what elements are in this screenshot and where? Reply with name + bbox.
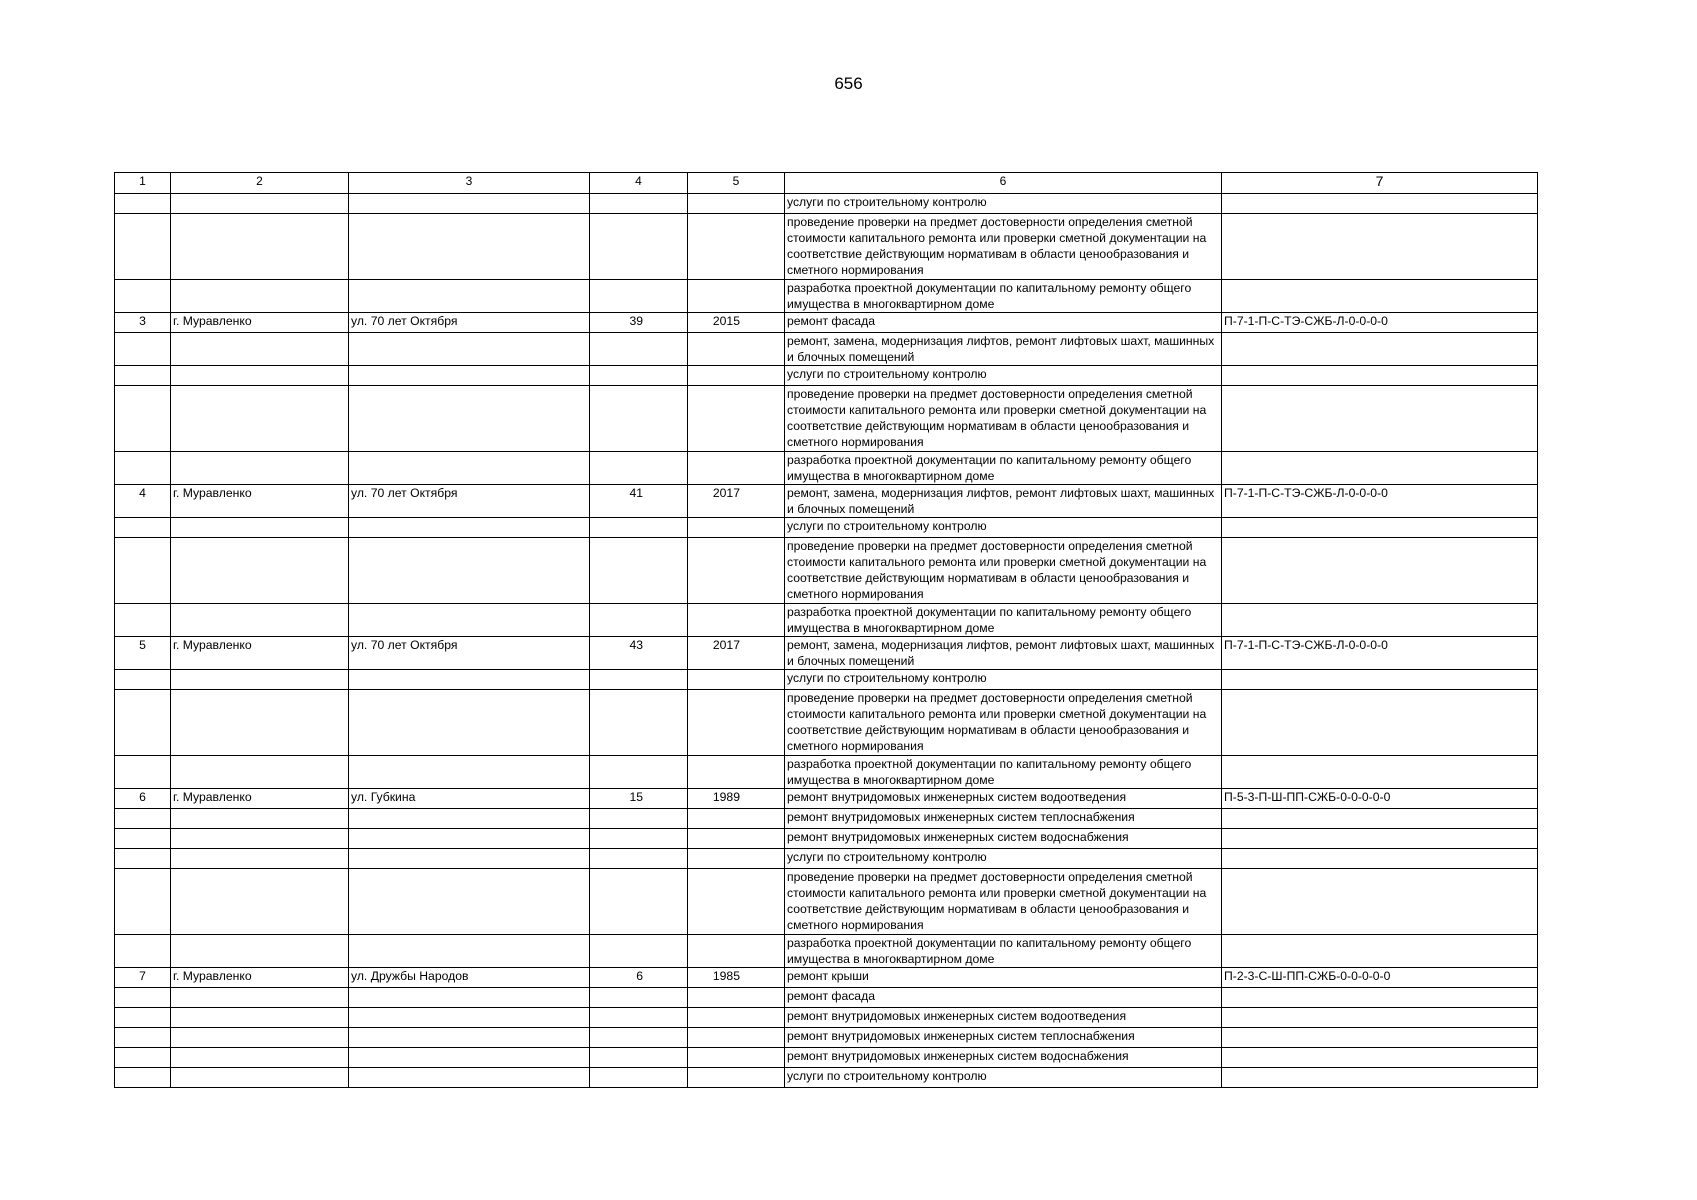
- cell-year: 2017: [688, 485, 785, 518]
- cell-number: [115, 214, 171, 280]
- cell-number: [115, 333, 171, 366]
- cell-year: [688, 333, 785, 366]
- cell-street: ул. Губкина: [349, 789, 590, 809]
- cell-year: [688, 214, 785, 280]
- cell-house: 43: [590, 637, 688, 670]
- cell-work-type: проведение проверки на предмет достоверности определения сметной стоимости капитального ремонта или проверки сметной документации на соответствие действующим нормативам в области ценообразования и сметного нормирования: [785, 386, 1222, 452]
- table-row: [115, 194, 1538, 214]
- capital-repair-table: [114, 172, 1538, 1088]
- cell-number: [115, 690, 171, 756]
- header-cell: 1: [115, 173, 171, 194]
- cell-street: [349, 452, 590, 485]
- cell-year: 2017: [688, 637, 785, 670]
- cell-year: [688, 194, 785, 214]
- cell-work-type: услуги по строительному контролю: [785, 194, 1222, 214]
- cell-city: г. Муравленко: [171, 313, 349, 333]
- cell-street: [349, 690, 590, 756]
- cell-number: [115, 1068, 171, 1088]
- cell-code: П-7-1-П-С-ТЭ-СЖБ-Л-0-0-0-0: [1222, 485, 1538, 518]
- cell-city: [171, 333, 349, 366]
- cell-number: [115, 194, 171, 214]
- table-row: [115, 690, 1538, 756]
- cell-year: [688, 538, 785, 604]
- cell-code: [1222, 670, 1538, 690]
- cell-city: [171, 849, 349, 869]
- cell-year: [688, 1008, 785, 1028]
- cell-city: [171, 1048, 349, 1068]
- cell-street: [349, 1028, 590, 1048]
- cell-number: 3: [115, 313, 171, 333]
- cell-city: [171, 756, 349, 789]
- cell-house: [590, 829, 688, 849]
- table-row: [115, 637, 1538, 670]
- cell-house: [590, 809, 688, 829]
- cell-code: П-7-1-П-С-ТЭ-СЖБ-Л-0-0-0-0: [1222, 313, 1538, 333]
- cell-work-type: ремонт фасада: [785, 313, 1222, 333]
- cell-house: [590, 366, 688, 386]
- cell-work-type: услуги по строительному контролю: [785, 1068, 1222, 1088]
- cell-city: [171, 194, 349, 214]
- cell-street: [349, 366, 590, 386]
- cell-year: [688, 988, 785, 1008]
- cell-number: [115, 604, 171, 637]
- cell-work-type: ремонт внутридомовых инженерных систем теплоснабжения: [785, 809, 1222, 829]
- cell-number: [115, 1008, 171, 1028]
- cell-number: [115, 935, 171, 968]
- cell-city: г. Муравленко: [171, 968, 349, 988]
- cell-work-type: ремонт фасада: [785, 988, 1222, 1008]
- cell-street: ул. 70 лет Октября: [349, 637, 590, 670]
- cell-year: [688, 1028, 785, 1048]
- cell-year: [688, 1068, 785, 1088]
- cell-number: [115, 829, 171, 849]
- cell-work-type: разработка проектной документации по капитальному ремонту общего имущества в многоквартирном доме: [785, 756, 1222, 789]
- cell-year: [688, 452, 785, 485]
- cell-street: [349, 1008, 590, 1028]
- cell-number: [115, 1028, 171, 1048]
- header-cell: 3: [349, 173, 590, 194]
- cell-city: [171, 386, 349, 452]
- table-header-row: [115, 173, 1538, 194]
- cell-house: [590, 280, 688, 313]
- table-row: [115, 313, 1538, 333]
- cell-code: [1222, 518, 1538, 538]
- cell-year: [688, 518, 785, 538]
- cell-city: [171, 809, 349, 829]
- cell-code: [1222, 756, 1538, 789]
- table-row: [115, 518, 1538, 538]
- cell-work-type: ремонт, замена, модернизация лифтов, ремонт лифтовых шахт, машинных и блочных помещений: [785, 333, 1222, 366]
- cell-year: 1989: [688, 789, 785, 809]
- cell-house: 15: [590, 789, 688, 809]
- cell-code: П-5-3-П-Ш-ПП-СЖБ-0-0-0-0-0: [1222, 789, 1538, 809]
- table-row: [115, 452, 1538, 485]
- cell-city: [171, 366, 349, 386]
- cell-code: [1222, 1068, 1538, 1088]
- cell-work-type: проведение проверки на предмет достоверности определения сметной стоимости капитального ремонта или проверки сметной документации на соответствие действующим нормативам в области ценообразования и сметного нормирования: [785, 214, 1222, 280]
- cell-street: [349, 829, 590, 849]
- cell-number: [115, 518, 171, 538]
- cell-work-type: разработка проектной документации по капитальному ремонту общего имущества в многоквартирном доме: [785, 280, 1222, 313]
- cell-street: [349, 604, 590, 637]
- cell-street: [349, 849, 590, 869]
- cell-house: [590, 194, 688, 214]
- table-row: [115, 756, 1538, 789]
- table-row: [115, 214, 1538, 280]
- cell-year: [688, 366, 785, 386]
- page-number: 656: [834, 74, 863, 93]
- cell-house: [590, 386, 688, 452]
- cell-street: [349, 869, 590, 935]
- cell-house: [590, 988, 688, 1008]
- cell-code: [1222, 869, 1538, 935]
- table-row: [115, 485, 1538, 518]
- cell-house: [590, 452, 688, 485]
- header-cell: 4: [590, 173, 688, 194]
- cell-work-type: ремонт крыши: [785, 968, 1222, 988]
- cell-code: [1222, 386, 1538, 452]
- cell-number: 5: [115, 637, 171, 670]
- cell-code: [1222, 604, 1538, 637]
- table-row: [115, 366, 1538, 386]
- cell-code: [1222, 538, 1538, 604]
- cell-code: [1222, 690, 1538, 756]
- cell-work-type: ремонт внутридомовых инженерных систем водоотведения: [785, 789, 1222, 809]
- cell-work-type: проведение проверки на предмет достоверности определения сметной стоимости капитального ремонта или проверки сметной документации на соответствие действующим нормативам в области ценообразования и сметного нормирования: [785, 869, 1222, 935]
- cell-city: [171, 452, 349, 485]
- table-row: [115, 1008, 1538, 1028]
- cell-code: [1222, 366, 1538, 386]
- table-row: [115, 333, 1538, 366]
- cell-work-type: услуги по строительному контролю: [785, 670, 1222, 690]
- cell-city: [171, 670, 349, 690]
- header-cell: 2: [171, 173, 349, 194]
- cell-work-type: проведение проверки на предмет достоверности определения сметной стоимости капитального ремонта или проверки сметной документации на соответствие действующим нормативам в области ценообразования и сметного нормирования: [785, 538, 1222, 604]
- cell-year: [688, 604, 785, 637]
- cell-work-type: ремонт, замена, модернизация лифтов, ремонт лифтовых шахт, машинных и блочных помещений: [785, 485, 1222, 518]
- cell-city: [171, 690, 349, 756]
- cell-city: г. Муравленко: [171, 485, 349, 518]
- cell-street: [349, 756, 590, 789]
- cell-house: [590, 1008, 688, 1028]
- cell-number: [115, 988, 171, 1008]
- cell-year: [688, 1048, 785, 1068]
- cell-work-type: разработка проектной документации по капитальному ремонту общего имущества в многоквартирном доме: [785, 604, 1222, 637]
- cell-house: 6: [590, 968, 688, 988]
- cell-number: 4: [115, 485, 171, 518]
- table-row: [115, 1068, 1538, 1088]
- cell-code: [1222, 935, 1538, 968]
- cell-work-type: услуги по строительному контролю: [785, 366, 1222, 386]
- cell-street: [349, 194, 590, 214]
- cell-code: [1222, 214, 1538, 280]
- cell-number: [115, 809, 171, 829]
- cell-city: [171, 1028, 349, 1048]
- cell-house: [590, 538, 688, 604]
- cell-city: г. Муравленко: [171, 637, 349, 670]
- cell-street: [349, 386, 590, 452]
- cell-city: [171, 280, 349, 313]
- cell-number: [115, 756, 171, 789]
- cell-work-type: разработка проектной документации по капитальному ремонту общего имущества в многоквартирном доме: [785, 452, 1222, 485]
- cell-code: П-7-1-П-С-ТЭ-СЖБ-Л-0-0-0-0: [1222, 637, 1538, 670]
- cell-year: [688, 849, 785, 869]
- cell-street: ул. 70 лет Октября: [349, 485, 590, 518]
- table-row: [115, 604, 1538, 637]
- cell-year: [688, 386, 785, 452]
- cell-house: [590, 869, 688, 935]
- cell-house: [590, 935, 688, 968]
- cell-city: [171, 829, 349, 849]
- cell-city: [171, 1068, 349, 1088]
- cell-street: ул. 70 лет Октября: [349, 313, 590, 333]
- cell-number: [115, 849, 171, 869]
- table-row: [115, 538, 1538, 604]
- cell-code: [1222, 988, 1538, 1008]
- table-row: [115, 670, 1538, 690]
- table-row: [115, 280, 1538, 313]
- cell-number: [115, 670, 171, 690]
- cell-code: [1222, 849, 1538, 869]
- cell-city: [171, 1008, 349, 1028]
- table-row: [115, 386, 1538, 452]
- cell-number: [115, 386, 171, 452]
- cell-work-type: ремонт внутридомовых инженерных систем водоснабжения: [785, 829, 1222, 849]
- cell-street: [349, 280, 590, 313]
- cell-house: [590, 670, 688, 690]
- table-row: [115, 988, 1538, 1008]
- cell-year: [688, 869, 785, 935]
- cell-number: 7: [115, 968, 171, 988]
- cell-street: [349, 538, 590, 604]
- table-row: [115, 849, 1538, 869]
- cell-work-type: проведение проверки на предмет достоверности определения сметной стоимости капитального ремонта или проверки сметной документации на соответствие действующим нормативам в области ценообразования и сметного нормирования: [785, 690, 1222, 756]
- cell-year: [688, 829, 785, 849]
- cell-house: [590, 604, 688, 637]
- cell-street: [349, 518, 590, 538]
- cell-code: [1222, 333, 1538, 366]
- cell-house: [590, 333, 688, 366]
- cell-city: [171, 518, 349, 538]
- cell-city: [171, 988, 349, 1008]
- cell-number: [115, 869, 171, 935]
- cell-number: [115, 452, 171, 485]
- cell-work-type: разработка проектной документации по капитальному ремонту общего имущества в многоквартирном доме: [785, 935, 1222, 968]
- cell-number: [115, 1048, 171, 1068]
- cell-year: 1985: [688, 968, 785, 988]
- cell-number: [115, 538, 171, 604]
- cell-number: [115, 366, 171, 386]
- cell-street: [349, 809, 590, 829]
- cell-code: [1222, 280, 1538, 313]
- cell-year: [688, 280, 785, 313]
- cell-house: [590, 849, 688, 869]
- cell-city: г. Муравленко: [171, 789, 349, 809]
- cell-code: [1222, 1008, 1538, 1028]
- table-row: [115, 809, 1538, 829]
- table-row: [115, 829, 1538, 849]
- cell-city: [171, 935, 349, 968]
- cell-work-type: ремонт внутридомовых инженерных систем водоотведения: [785, 1008, 1222, 1028]
- cell-street: [349, 1068, 590, 1088]
- cell-street: [349, 333, 590, 366]
- table-row: [115, 968, 1538, 988]
- cell-number: [115, 280, 171, 313]
- cell-code: П-2-3-С-Ш-ПП-СЖБ-0-0-0-0-0: [1222, 968, 1538, 988]
- cell-work-type: ремонт, замена, модернизация лифтов, ремонт лифтовых шахт, машинных и блочных помещений: [785, 637, 1222, 670]
- cell-street: [349, 214, 590, 280]
- cell-code: [1222, 1028, 1538, 1048]
- header-cell: 5: [688, 173, 785, 194]
- cell-work-type: ремонт внутридомовых инженерных систем водоснабжения: [785, 1048, 1222, 1068]
- cell-city: [171, 869, 349, 935]
- cell-work-type: услуги по строительному контролю: [785, 518, 1222, 538]
- cell-house: [590, 1068, 688, 1088]
- cell-house: 41: [590, 485, 688, 518]
- cell-year: [688, 935, 785, 968]
- header-cell: 6: [785, 173, 1222, 194]
- cell-code: [1222, 1048, 1538, 1068]
- table-row: [115, 1048, 1538, 1068]
- cell-street: [349, 670, 590, 690]
- cell-city: [171, 538, 349, 604]
- table-row: [115, 789, 1538, 809]
- cell-year: [688, 809, 785, 829]
- table-row: [115, 1028, 1538, 1048]
- cell-code: [1222, 194, 1538, 214]
- cell-house: [590, 518, 688, 538]
- cell-year: [688, 690, 785, 756]
- header-cell: 7: [1222, 173, 1538, 194]
- cell-work-type: услуги по строительному контролю: [785, 849, 1222, 869]
- cell-year: 2015: [688, 313, 785, 333]
- cell-city: [171, 214, 349, 280]
- cell-code: [1222, 452, 1538, 485]
- cell-street: ул. Дружбы Народов: [349, 968, 590, 988]
- cell-city: [171, 604, 349, 637]
- cell-number: 6: [115, 789, 171, 809]
- cell-year: [688, 670, 785, 690]
- cell-year: [688, 756, 785, 789]
- cell-house: [590, 1028, 688, 1048]
- cell-street: [349, 988, 590, 1008]
- cell-house: [590, 756, 688, 789]
- cell-street: [349, 1048, 590, 1068]
- cell-house: [590, 1048, 688, 1068]
- cell-house: 39: [590, 313, 688, 333]
- cell-code: [1222, 809, 1538, 829]
- table-row: [115, 935, 1538, 968]
- cell-house: [590, 214, 688, 280]
- cell-code: [1222, 829, 1538, 849]
- table-row: [115, 869, 1538, 935]
- cell-work-type: ремонт внутридомовых инженерных систем теплоснабжения: [785, 1028, 1222, 1048]
- cell-street: [349, 935, 590, 968]
- cell-house: [590, 690, 688, 756]
